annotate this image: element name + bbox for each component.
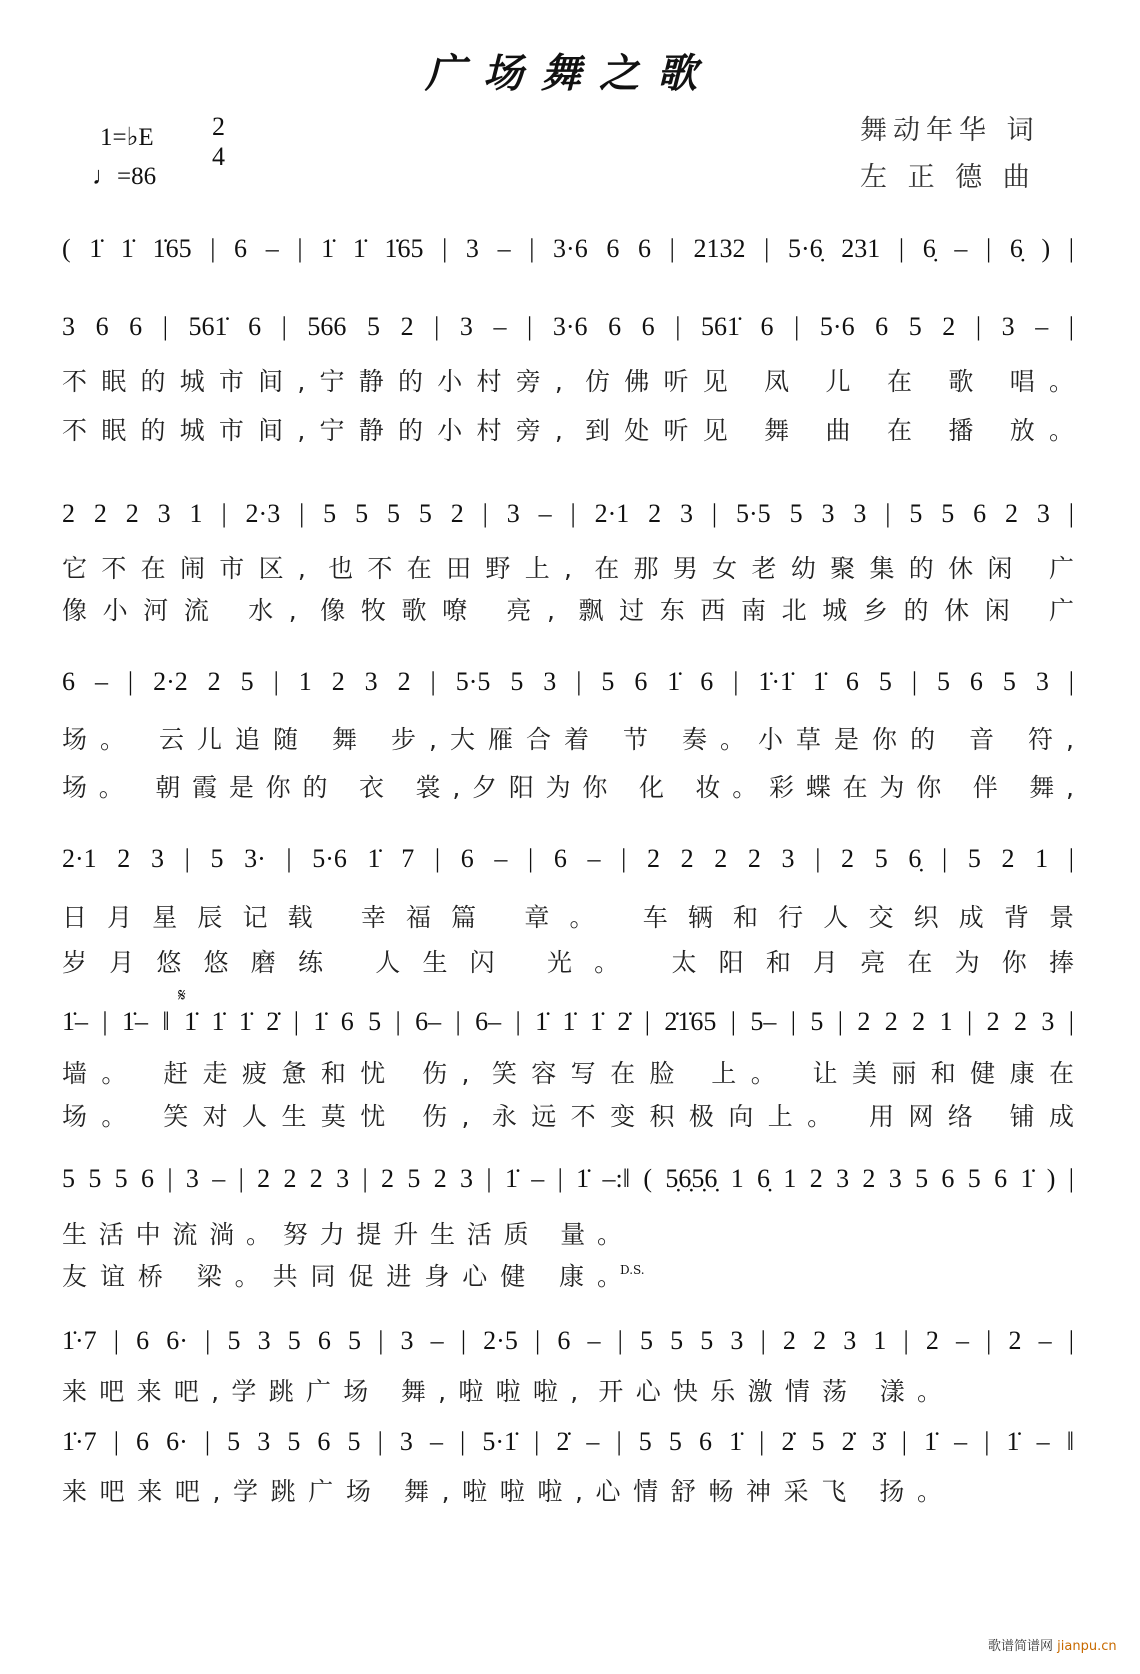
lyrics-row-2-verse-1: 不眠的城市间,宁静的小村旁, 仿佛听见 凤 儿 在 歌 唱。: [62, 367, 1074, 396]
notation-row-6: 1̇– | 1̇– ‖ 1̇ 1̇ 1̇ 2̇ | 1̇ 6 5 | 6– | 6– | 1̇ 1̇ 1̇ 2̇ | 2̇1̇65 | 5– | 5 | 2 2 2 1 | 2 2 3 |: [62, 1007, 1074, 1036]
lyrics-row-3-verse-1: 它不在闹市区, 也不在田野上, 在那男女老幼聚集的休闲 广: [62, 554, 1074, 583]
lyrics-row-6-verse-1: 墙。 赶走疲惫和忧 伤, 笑容写在脸 上。 让美丽和健康在: [62, 1059, 1074, 1088]
lyrics-row-9: 来吧来吧,学跳广场 舞,啦啦啦,心情舒畅神采飞 扬。: [62, 1477, 942, 1506]
segno-sign: 𝄋: [178, 985, 186, 1006]
lyrics-row-7-verse-2: 友谊桥 梁。共同促进身心健 康。: [62, 1262, 622, 1291]
watermark-site: jianpu.cn: [1057, 1639, 1117, 1654]
lyrics-row-4-verse-2: 场。 朝霞是你的 衣 裳,夕阳为你 化 妆。彩蝶在为你 伴 舞,: [62, 773, 1074, 802]
watermark: [988, 1635, 1117, 1654]
notation-row-5: 2·1 2 3 | 5 3· | 5·6 1̇ 7 | 6 – | 6 – | 2 2 2 2 3 | 2 5 6̣ | 5 2 1 |: [62, 844, 1074, 873]
composer: 左 正 德 曲: [860, 162, 1036, 193]
lyrics-row-4-verse-1: 场。 云儿追随 舞 步,大雁合着 节 奏。小草是你的 音 符,: [62, 725, 1074, 754]
notation-row-8: 1̇·7 | 6 6· | 5 3 5 6 5 | 3 – | 2·5 | 6 – | 5 5 5 3 | 2 2 3 1 | 2 – | 2 – |: [62, 1326, 1074, 1355]
lyrics-row-5-verse-2: 岁月悠悠磨练 人生闪 光。 太阳和月亮在为你捧: [62, 948, 1074, 977]
lyrics-row-5-verse-1: 日月星辰记载 幸福篇 章。 车辆和行人交织成背景: [62, 903, 1074, 932]
notation-row-9: 1̇·7 | 6 6· | 5 3 5 6 5 | 3 – | 5·1̇ | 2̇ – | 5 5 6 1̇ | 2̇ 5 2̇ 3̇ | 1̇ – | 1̇ – ‖: [62, 1427, 1074, 1456]
time-bottom: 4: [212, 142, 225, 171]
lyrics-row-8: 来吧来吧,学跳广场 舞,啦啦啦, 开心快乐激情荡 漾。: [62, 1377, 942, 1406]
ds-marking: D.S.: [620, 1263, 645, 1277]
lyrics-row-2-verse-2: 不眠的城市间,宁静的小村旁, 到处听见 舞 曲 在 播 放。: [62, 416, 1074, 445]
lyricist: 舞动年华 词: [860, 115, 1040, 146]
key-signature: 1=♭E: [100, 124, 154, 151]
time-top: 2: [212, 112, 225, 141]
time-signature: [212, 112, 225, 172]
notation-row-2: 3 6 6 | 561̇ 6 | 566 5 2 | 3 – | 3·6 6 6 | 561̇ 6 | 5·6 6 5 2 | 3 – |: [62, 312, 1074, 341]
notation-row-3: 2 2 2 3 1 | 2·3 | 5 5 5 5 2 | 3 – | 2·1 2 3 | 5·5 5 3 3 | 5 5 6 2 3 |: [62, 499, 1074, 528]
lyrics-row-7-verse-1: 生活中流淌。努力提升生活质 量。: [62, 1220, 622, 1249]
lyrics-row-3-verse-2: 像小河流 水, 像牧歌嘹 亮, 飘过东西南北城乡的休闲 广: [62, 596, 1074, 625]
lyrics-row-6-verse-2: 场。 笑对人生莫忧 伤, 永远不变积极向上。 用网络 铺成: [62, 1102, 1074, 1131]
tempo: ♩=86: [92, 163, 157, 190]
watermark-cn: 歌谱简谱网: [988, 1639, 1054, 1654]
song-title: 广场舞之歌: [425, 50, 715, 97]
notation-row-7: 5 5 5 6 | 3 – | 2 2 2 3 | 2 5 2 3 | 1̇ – | 1̇ –:‖ ( 5̣6̣5̣6̣ 1 6̣ 1 2 3 2 3 5 6 5 6 1̇ ) |: [62, 1164, 1074, 1193]
notation-row-4: 6 – | 2·2 2 5 | 1 2 3 2 | 5·5 5 3 | 5 6 1̇ 6 | 1̇·1̇ 1̇ 6 5 | 5 6 5 3 |: [62, 667, 1074, 696]
notation-row-1: ( 1̇ 1̇ 1̇65 | 6 – | 1̇ 1̇ 1̇65 | 3 – | 3·6 6 6 | 2132 | 5·6̣ 231 | 6̣ – | 6̣ ) |: [62, 234, 1074, 263]
